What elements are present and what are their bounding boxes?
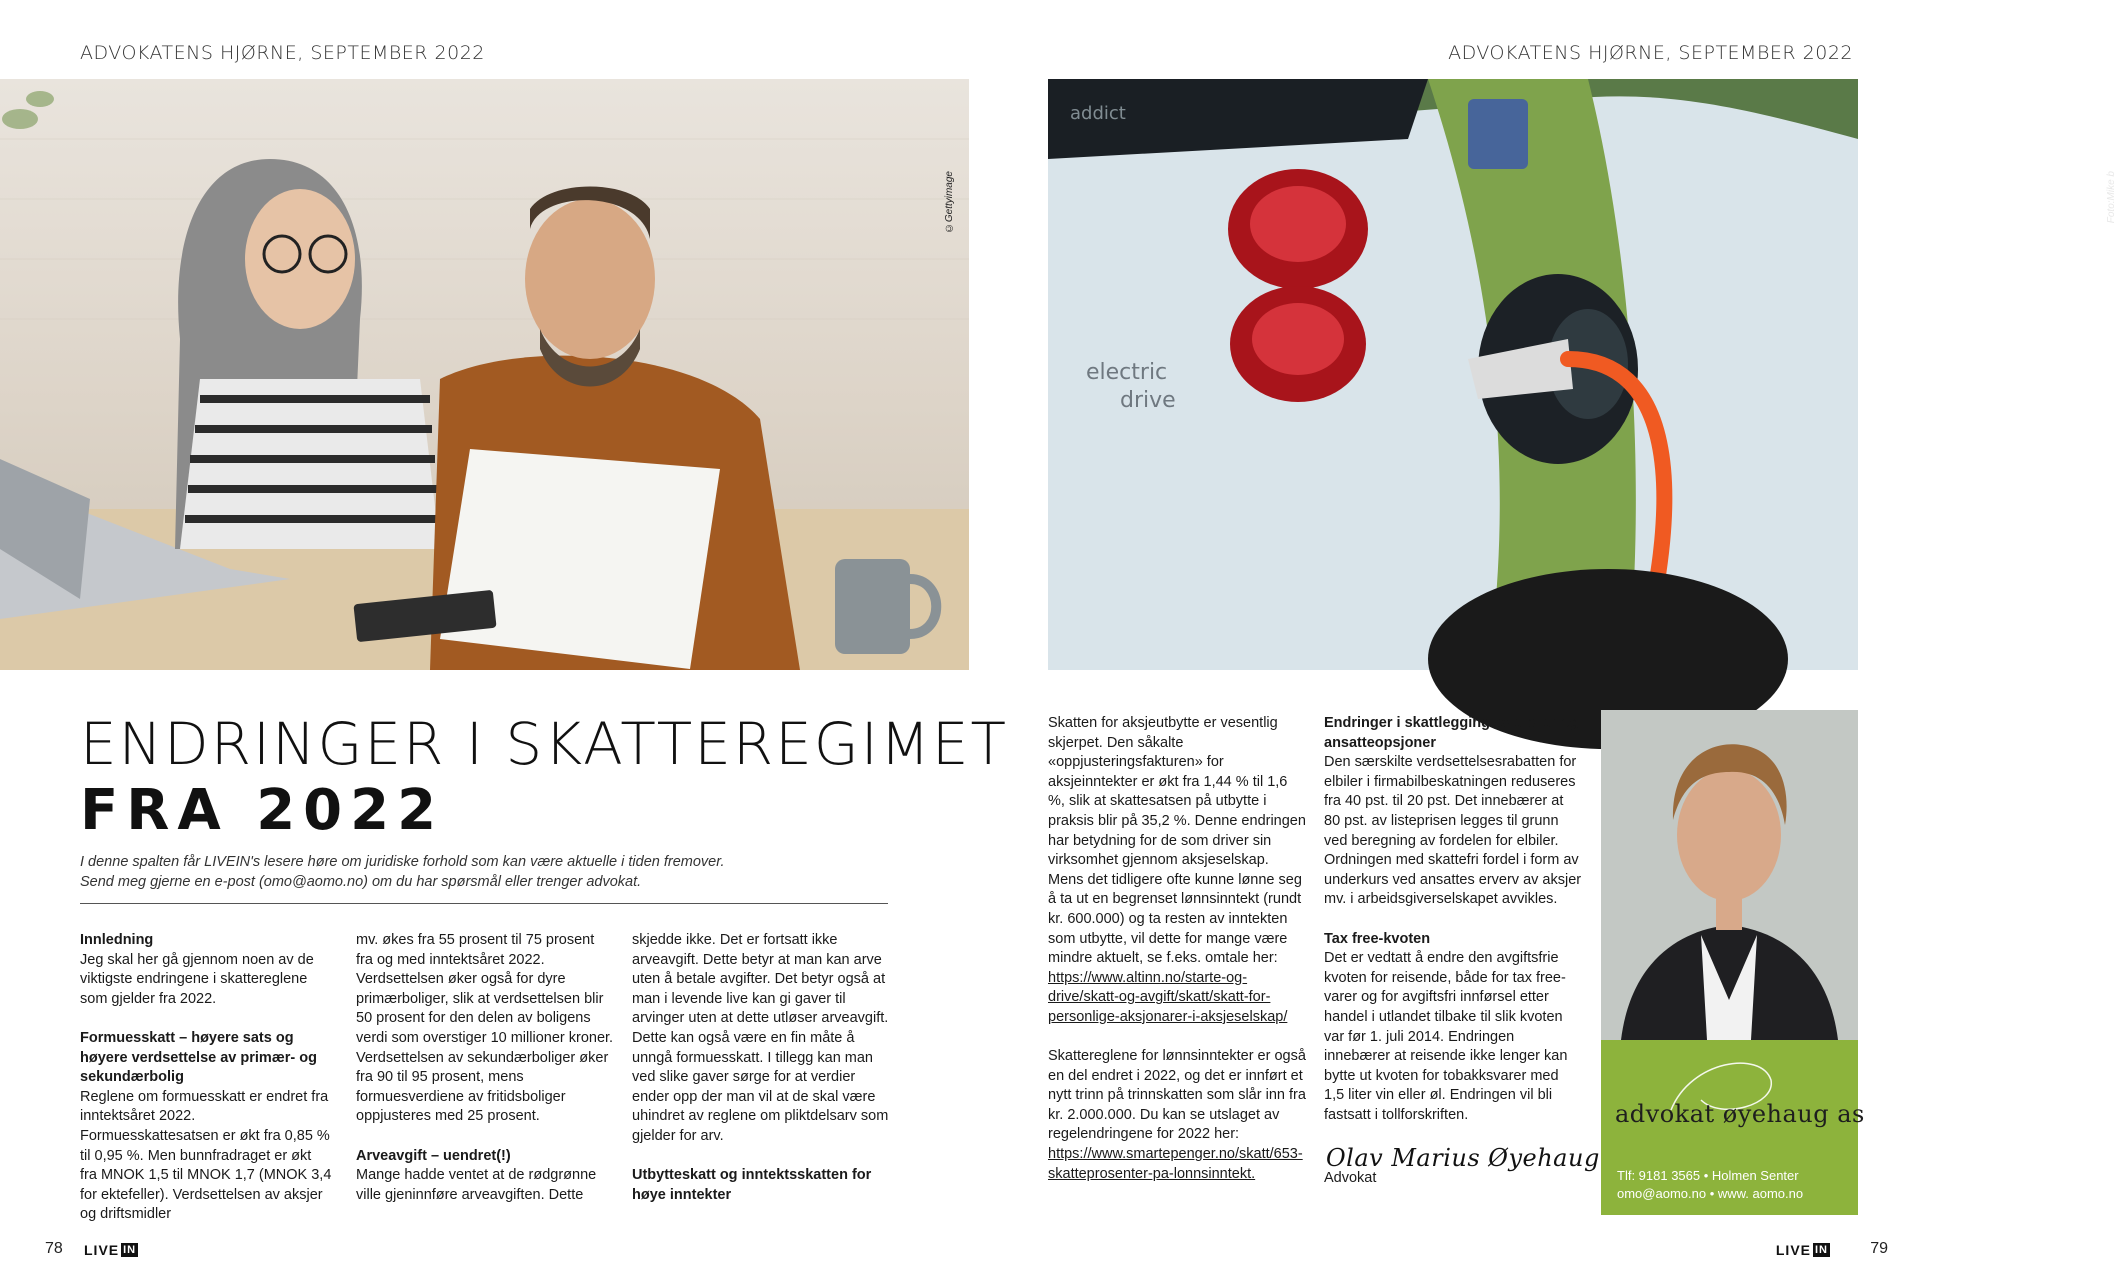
lawyer-portrait — [1601, 710, 1858, 1040]
paragraph: skjedde ikke. Det er fortsatt ikke arveavgift. Dette betyr at man kan arve uten å betale avgifter. Det betyr også at man i levende live kan gi gaver til arvinger uten at dette utløser arveavgift. Dette kan også være en fin måte å unngå formuesskatt. I tillegg kan man ved slike gaver sørge for at verdier ender opp der man vil at de skal være uhindret av reglene om pliktdelsarv som gjelder for arv. — [632, 932, 889, 1144]
paragraph: Reglene om formuesskatt er endret fra inntektsåret 2022. Formuesskattesatsen er økt fra 0,85 % til 0,95 %. Men bunnfradraget er økt fra MNOK 1,5 til MNOK 1,7 (MNOK 3,4 for ektefeller). Verdsettelsen av aksjer og driftsmidler — [80, 1088, 332, 1223]
divider-rule — [80, 903, 888, 904]
paragraph: mv. økes fra 55 prosent til 75 prosent fra og med inntektsåret 2022. Verdsettelsen øker også for dyre primærboliger, slik at verdsettelsen blir 50 prosent for den delen av boligens verdi som overstiger 10 millioner kroner. Verdsettelsen av sekundærboliger øker fra 90 til 95 prosent, mens formuesverdiene av fritidsboliger oppjusteres med 25 prosent. — [356, 932, 614, 1125]
paragraph: Skattereglene for lønnsinntekter er også en del endret i 2022, og det er innført et nytt trinn på trinnskatten som slår inn fra kr. 2.000.000. Du kan se utslaget av regelendringene for 2022 her: — [1048, 1048, 1306, 1143]
car-illustration — [1048, 79, 1858, 670]
author-signature: Olav Marius Øyehaug — [1326, 1144, 1600, 1172]
heading-utbytteskatt: Utbytteskatt og inntektsskatten for høye inntekter — [632, 1167, 872, 1203]
svg-text:addict: addict — [1070, 103, 1126, 124]
page-number-left: 78 — [45, 1240, 63, 1257]
paragraph: Det er vedtatt å endre den avgiftsfrie kvoten for reisende, både for tax free-varer og for avgiftsfri innførsel etter handel i utlandet tilbake til slik kvoten var før 1. juli 2014. Endringen innebærer at reisende ikke lenger kan bytte ut kvoten for tobakksvarer med 1,5 liter vin eller øl. Endringen vil bli fastsatt i tollforskriften. — [1324, 950, 1568, 1123]
article-title-line1: ENDRINGER I SKATTEREGIMET — [80, 710, 1008, 778]
paragraph: Den særskilte verdsettelsesrabatten for elbiler i firmabilbeskatningen reduseres fra 40 pst. til 20 pst. Det innebærer at 80 pst. av listeprisen legges til grunn ved beregning av fordelen for elbiler. Ordningen med skattefri fordel i form av underkurs ved ansattes erverv av aksjer mv. i arbeidsgiverselskapet avvikles. — [1324, 754, 1582, 908]
page-number-right: 79 — [1870, 1240, 1888, 1257]
article-intro — [80, 852, 900, 892]
article-column-3 — [632, 931, 890, 1225]
couple-illustration — [0, 79, 969, 670]
article-column-2 — [356, 931, 614, 1225]
logo-badge: IN — [123, 1244, 137, 1256]
logo-text: LIVE — [84, 1242, 120, 1258]
link-altinn[interactable]: https://www.altinn.no/starte-og-drive/skatt-og-avgift/skatt/skatt-for-personlige-aksjonarer-i-aksjeselskap/ — [1048, 969, 1288, 1025]
heading-formuesskatt: Formuesskatt – høyere sats og høyere verdsettelse av primær- og sekundærbolig — [80, 1029, 317, 1086]
running-head-right: ADVOKATENS HJØRNE, SEPTEMBER 2022 — [1448, 42, 1853, 64]
intro-line-1: I denne spalten får LIVEIN's lesere høre om juridiske forhold som kan være aktuelle i tiden fremover. — [80, 854, 725, 870]
magazine-logo-right — [1776, 1242, 1830, 1258]
car-badge-line2: drive — [1120, 388, 1176, 413]
photo-credit-left: ©Gettyimage — [944, 171, 955, 234]
logo-text: LIVE — [1775, 1242, 1811, 1258]
photo-electric-car — [1048, 79, 2117, 670]
photo-credit-right: Foto:Mike b — [2106, 171, 2117, 224]
link-smartepenger[interactable]: https://www.smartepenger.no/skatt/653-skatteprosenter-pa-lonnsinntekt. — [1048, 1146, 1303, 1182]
logo-badge: IN — [1815, 1244, 1828, 1256]
heading-arveavgift: Arveavgift – uendret(!) — [356, 1147, 511, 1164]
photo-couple-paperwork — [0, 79, 969, 670]
ad-contact-phone: Tlf: 9181 3565 • Holmen Senter — [1617, 1168, 1799, 1183]
article-title-line2: FRA 2022 — [80, 778, 445, 843]
face — [1677, 769, 1781, 901]
article-column-4 — [1048, 714, 1306, 1204]
paragraph: Mange hadde ventet at de rødgrønne ville gjeninnføre arveavgiften. Dette — [356, 1167, 597, 1203]
magazine-logo-left — [84, 1242, 138, 1258]
heading-tax-free: Tax free-kvoten — [1324, 930, 1431, 947]
car-badge-line1: electric — [1086, 360, 1168, 385]
woman — [175, 159, 440, 549]
author-role: Advokat — [1324, 1170, 1377, 1186]
heading-innledning: Innledning — [80, 932, 154, 948]
paragraph: Jeg skal her gå gjennom noen av de viktigste endringene i skattereglene som gjelder fra 2022. — [80, 951, 314, 1007]
article-column-5 — [1324, 714, 1582, 1145]
ad-brand-name: advokat øyehaug as — [1615, 1100, 1865, 1128]
paragraph: Skatten for aksjeutbytte er vesentlig skjerpet. Den såkalte «oppjusteringsfakturen» for aksjeinntekter er økt fra 1,44 % til 1,6 %, slik at skattesatsen på utbytte i praksis blir på 35,2 %. Denne endringen har betydning for de som driver sin virksomhet gjennom aksjeselskap. Mens det tidligere ofte kunne lønne seg å ta ut en begrenset lønnsinntekt (rundt kr. 600.000) og ta resten av inntekten som utbytte, vil dette for mange være mindre aktuelt, se f.eks. omtale her: — [1048, 715, 1306, 967]
running-head-left: ADVOKATENS HJØRNE, SEPTEMBER 2022 — [80, 42, 485, 64]
plant — [2, 91, 54, 129]
heading-elbiler: Endringer i skattlegging av elbiler og ansatteopsjoner — [1324, 715, 1579, 751]
paper — [440, 449, 720, 669]
lawyer-ad-box — [1601, 1040, 1865, 1215]
article-column-1 — [80, 931, 332, 1245]
intro-line-2: Send meg gjerne en e-post (omo@aomo.no) om du har spørsmål eller trenger advokat. — [80, 874, 642, 890]
ad-contact-web: omo@aomo.no • www. aomo.no — [1617, 1186, 1804, 1201]
